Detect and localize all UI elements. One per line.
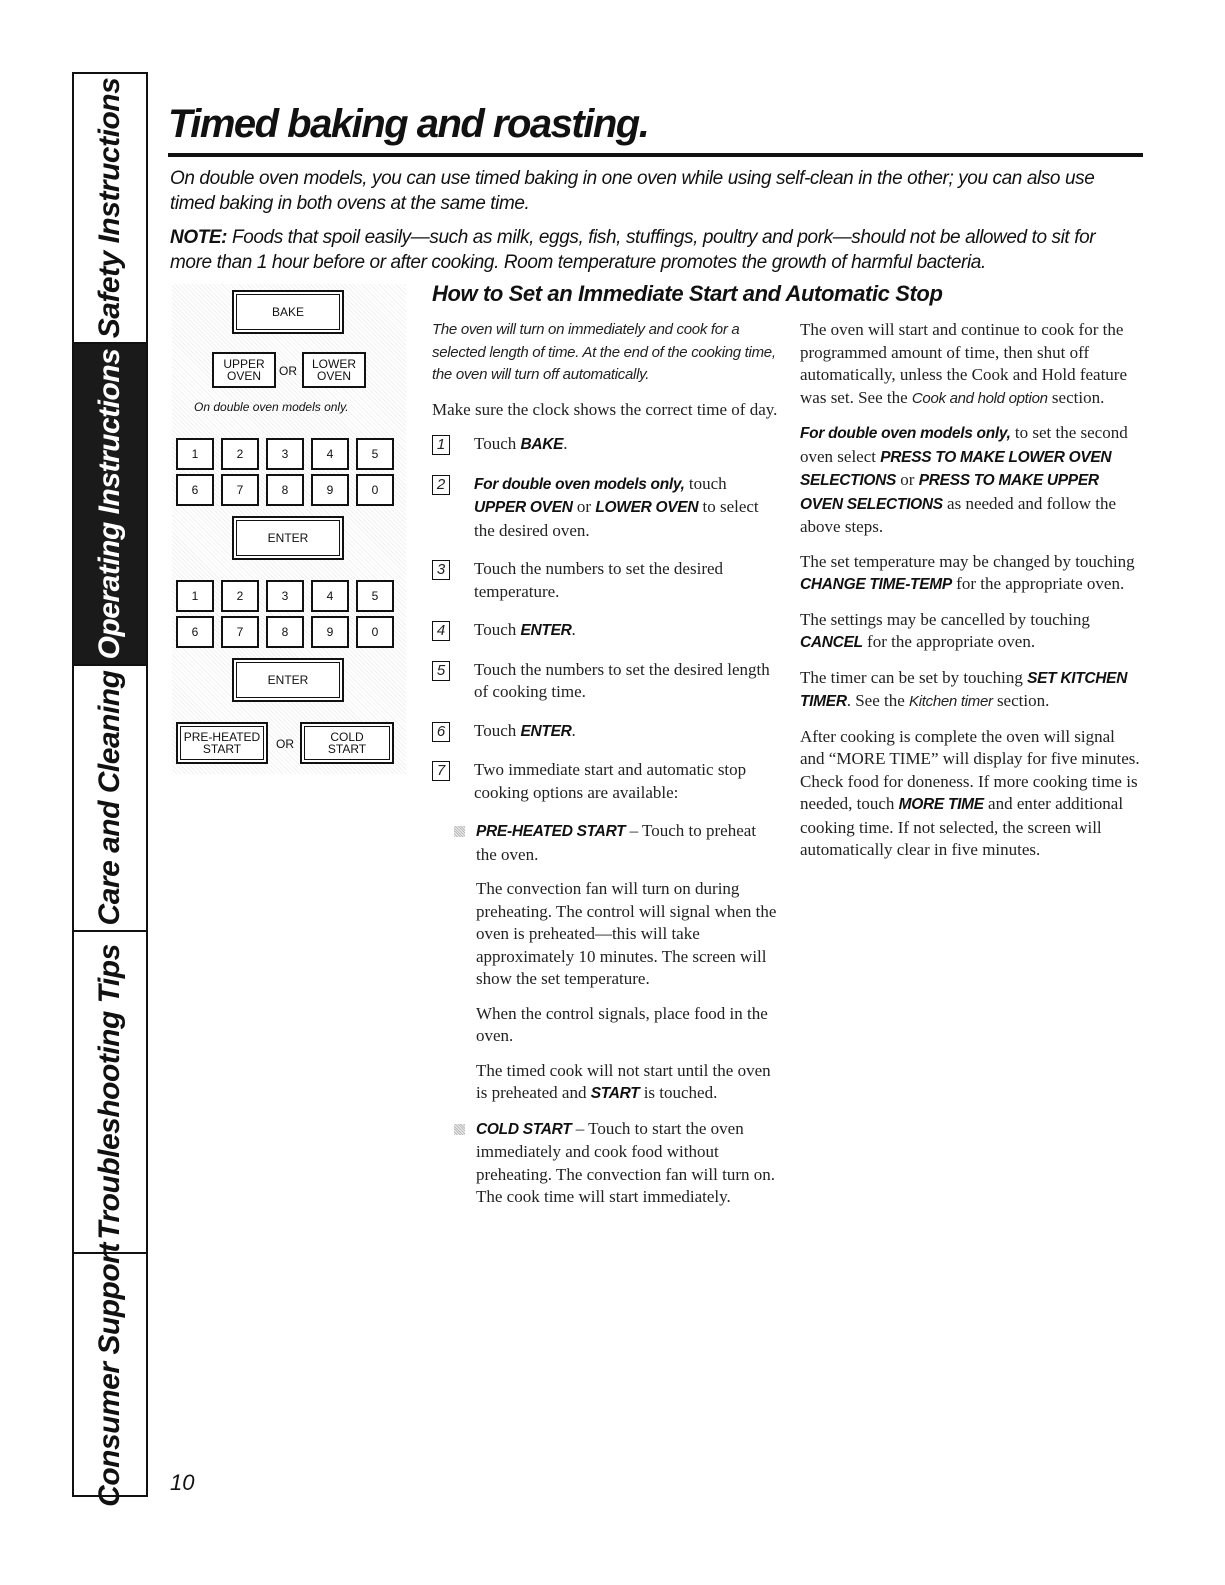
- note-lead: NOTE:: [170, 227, 228, 248]
- title-rule: [168, 153, 1143, 157]
- paragraph: [800, 422, 1140, 539]
- paragraph: [800, 551, 1140, 597]
- text: and enter additional cooking time. If not selected, the screen will automatically clear in five minutes.: [800, 794, 1124, 859]
- paragraph: [800, 667, 1140, 714]
- key-label: 0: [371, 625, 379, 639]
- text: as needed and follow the above steps.: [800, 493, 1117, 536]
- key-label-line: OVEN: [316, 369, 351, 383]
- tab-label: Care and Cleaning: [93, 670, 126, 926]
- text: The set temperature may be changed by touching: [800, 551, 1135, 571]
- keyword: CHANGE TIME-TEMP: [800, 576, 952, 593]
- tab-label: Safety Instructions: [93, 77, 126, 339]
- enter-key-label: ENTER: [267, 531, 309, 545]
- option-text: – Touch to preheat the oven.: [476, 821, 757, 864]
- page-title: Timed baking and roasting.: [168, 102, 649, 146]
- key-label: 8: [281, 625, 289, 639]
- bullet-icon: [454, 826, 465, 837]
- number-key-1: [176, 580, 214, 612]
- number-key-7: [221, 616, 259, 648]
- text: The oven will start and continue to cook for the programmed amount of time, then shut off automatically, unless the Cook and Hold feature was set. See the: [800, 320, 1128, 407]
- number-key-7: [221, 474, 259, 506]
- text: for the appropriate oven.: [951, 574, 1125, 593]
- step-number: 1: [432, 435, 450, 455]
- bake-key: [232, 290, 344, 334]
- clock-note: Make sure the clock shows the correct time of day.: [432, 399, 778, 419]
- section-heading: How to Set an Immediate Start and Automatic Stop: [432, 281, 943, 306]
- preheated-start-option: [454, 820, 780, 1106]
- key-label-line: LOWER: [311, 357, 356, 371]
- step-number: 6: [432, 722, 450, 742]
- number-key-3: [266, 438, 304, 470]
- double-oven-note: On double oven models only.: [194, 400, 349, 414]
- upper-oven-key: [212, 352, 276, 388]
- step-text: .: [571, 620, 576, 639]
- step-text: Two immediate start and automatic stop cooking options are available:: [474, 760, 747, 802]
- intro-text: On double oven models, you can use timed baking in one oven while using self-clean in the other; you can also use timed baking in both ovens at the same time.: [170, 168, 1095, 214]
- step-number: 5: [432, 661, 450, 681]
- keyword: PRESS TO MAKE LOWER OVEN SELECTIONS: [800, 448, 1112, 489]
- step-2: [432, 473, 780, 543]
- number-key-0: [356, 474, 394, 506]
- number-key-6: [176, 616, 214, 648]
- or-label: OR: [279, 364, 297, 378]
- step-3: [432, 558, 780, 603]
- key-label-line: START: [327, 742, 367, 756]
- text: or: [896, 470, 919, 489]
- paragraph: [800, 609, 1140, 655]
- or-label: OR: [276, 737, 294, 751]
- option-paragraph: When the control signals, place food in the oven.: [476, 1003, 768, 1045]
- option-text: is touched.: [639, 1083, 718, 1102]
- number-key-9: [311, 474, 349, 506]
- key-label-line: COLD: [330, 730, 364, 744]
- keyword: ENTER: [520, 622, 572, 639]
- cold-start-key: [300, 722, 394, 764]
- step-text: Touch: [474, 434, 521, 453]
- step-5: [432, 659, 780, 704]
- text: for the appropriate oven.: [862, 632, 1036, 651]
- number-key-4: [311, 580, 349, 612]
- key-label: 2: [236, 447, 244, 461]
- step-4: [432, 619, 780, 643]
- text: The settings may be cancelled by touching: [800, 609, 1090, 629]
- step-1: [432, 433, 780, 457]
- option-paragraph: The convection fan will turn on during preheating. The control will signal when the oven is preheated—this will take approximately 10 minutes. The screen will show the set temperature.: [476, 879, 777, 988]
- enter-key-label: ENTER: [267, 673, 309, 687]
- step-text: or: [572, 497, 596, 516]
- bake-key-label: BAKE: [271, 305, 304, 319]
- step-text: Touch: [474, 720, 521, 740]
- step-7: [432, 759, 780, 804]
- tab-care-and-cleaning[interactable]: [74, 666, 146, 932]
- keyword: BAKE: [520, 436, 564, 453]
- number-key-3: [266, 580, 304, 612]
- cold-start-option: [454, 1118, 780, 1209]
- keyword: PRE-HEATED START: [476, 823, 626, 840]
- keyword: SET KITCHEN TIMER: [800, 669, 1128, 710]
- number-key-5: [356, 438, 394, 470]
- note-text: [170, 225, 1130, 275]
- keyword: START: [590, 1085, 640, 1102]
- note-body: Foods that spoil easily—such as milk, eggs, fish, stuffings, poultry and pork—should not be allowed to sit for more than 1 hour before or after cooking. Room temperature promotes the growth of harmful bacteria.: [170, 227, 1096, 273]
- key-label: 5: [371, 589, 379, 603]
- key-label-line: PRE-HEATED: [183, 730, 261, 744]
- tab-consumer-support[interactable]: [74, 1242, 146, 1507]
- italic-ref: Kitchen timer: [909, 693, 993, 710]
- option-text: The timed cook will not start until the oven is preheated and: [476, 1060, 771, 1102]
- number-key-2: [221, 580, 259, 612]
- side-tab-bar: [72, 72, 148, 1507]
- step-text: to select the desired oven.: [474, 497, 759, 540]
- step-text: Touch the numbers to set the desired temperature.: [474, 559, 724, 601]
- tab-safety-instructions[interactable]: [74, 74, 146, 344]
- text: The timer can be set by touching: [800, 667, 1028, 687]
- italic-ref: Cook and hold option: [911, 389, 1048, 407]
- key-label: 6: [191, 483, 199, 497]
- tab-label: Consumer Support: [93, 1242, 126, 1507]
- notes-column: [800, 319, 1140, 874]
- step-number: 4: [432, 621, 450, 641]
- number-key-9: [311, 616, 349, 648]
- number-key-8: [266, 616, 304, 648]
- option-text: – Touch to start the oven immediately and cook food without preheating. The convection fan will turn on. The cook time will start immediately.: [476, 1118, 775, 1206]
- key-label: 1: [191, 447, 199, 461]
- step-text: Touch the numbers to set the desired length of cooking time.: [474, 659, 770, 701]
- keyword: MORE TIME: [898, 796, 984, 813]
- enter-key: [232, 658, 344, 702]
- step-6: [432, 720, 780, 744]
- key-label: 0: [371, 483, 379, 497]
- key-label-line: OVEN: [226, 369, 261, 383]
- paragraph: [800, 319, 1140, 410]
- page-number: 10: [170, 1470, 195, 1495]
- key-label-line: UPPER: [223, 357, 265, 371]
- key-label: 2: [236, 589, 244, 603]
- key-label: 3: [281, 589, 289, 603]
- key-label: 9: [326, 625, 334, 639]
- lower-oven-key: [302, 352, 366, 388]
- text: section.: [1047, 387, 1105, 407]
- keyword: LOWER OVEN: [595, 499, 699, 516]
- text: After cooking is complete the oven will signal and “MORE TIME” will display for five minutes. Check food for doneness. If more cooking time is needed, touch: [800, 726, 1140, 813]
- paragraph: [800, 726, 1140, 862]
- step-text: .: [571, 720, 576, 740]
- text: section.: [992, 691, 1050, 710]
- tab-label: Troubleshooting Tips: [93, 944, 126, 1240]
- keyword: For double oven models only,: [800, 425, 1011, 442]
- keyword: COLD START: [476, 1120, 572, 1138]
- keyword: ENTER: [520, 722, 572, 740]
- key-label: 9: [326, 483, 334, 497]
- key-label: 4: [326, 589, 334, 603]
- keyword: UPPER OVEN: [474, 499, 573, 516]
- tab-operating-instructions[interactable]: [74, 344, 146, 666]
- step-number: 3: [432, 560, 450, 580]
- number-key-8: [266, 474, 304, 506]
- key-label: 7: [236, 483, 244, 497]
- keyword: PRESS TO MAKE UPPER OVEN SELECTIONS: [800, 472, 1099, 513]
- number-key-5: [356, 580, 394, 612]
- enter-key: [232, 516, 344, 560]
- tab-troubleshooting-tips[interactable]: [74, 932, 146, 1254]
- number-key-1: [176, 438, 214, 470]
- key-label: 4: [326, 447, 334, 461]
- text: to set the second oven select: [800, 423, 1128, 466]
- number-key-0: [356, 616, 394, 648]
- step-text: Touch: [474, 620, 521, 639]
- key-label: 3: [281, 447, 289, 461]
- instructions-column: [432, 319, 780, 1221]
- step-number: 2: [432, 475, 450, 495]
- text: . See the: [846, 691, 910, 710]
- preheated-start-key: [176, 722, 268, 764]
- bullet-icon: [454, 1124, 465, 1135]
- key-label: 5: [371, 447, 379, 461]
- key-label: 8: [281, 483, 289, 497]
- key-label-line: START: [202, 742, 242, 756]
- step-text: touch: [684, 473, 727, 493]
- number-key-2: [221, 438, 259, 470]
- key-label: 6: [191, 625, 199, 639]
- step-number: 7: [432, 761, 450, 781]
- tab-label: Operating Instructions: [93, 348, 126, 660]
- keyword: CANCEL: [800, 634, 863, 651]
- intro-italic: The oven will turn on immediately and cook for a selected length of time. At the end of the cooking time, the oven will turn off automatically.: [432, 321, 776, 383]
- key-label: 7: [236, 625, 244, 639]
- keyword: For double oven models only,: [474, 475, 685, 493]
- step-text: .: [563, 434, 568, 453]
- number-key-6: [176, 474, 214, 506]
- number-key-4: [311, 438, 349, 470]
- key-label: 1: [191, 589, 199, 603]
- control-panel-illustration: [172, 284, 406, 774]
